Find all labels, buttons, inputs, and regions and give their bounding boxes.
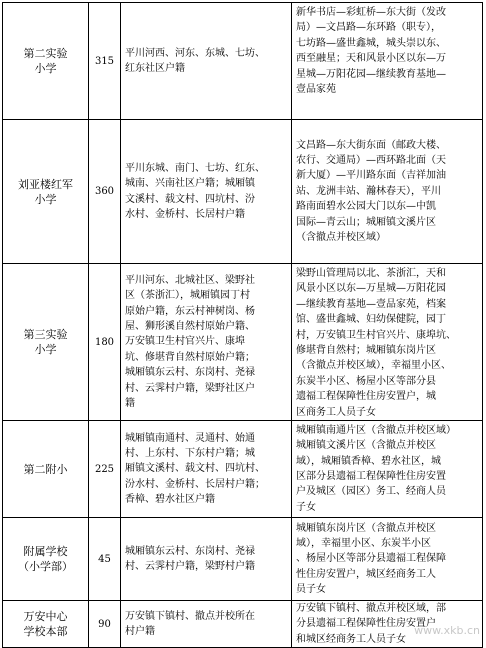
enrollment-count: 315 — [89, 3, 121, 120]
hukou-line: 村、上东村、下东村户籍；城 — [125, 446, 289, 461]
school-name-line: 刘亚楼红军 — [3, 177, 88, 192]
area-line: 风景小区以东—万星城—万阳花园 — [296, 281, 480, 296]
hukou-line: 文溪村、载文村、四坑村、汾 — [125, 192, 289, 207]
area-line: 路南面碧水公园大门以东—中凯 — [296, 199, 480, 214]
school-name-line: 第二实验 — [3, 46, 88, 61]
hukou-line: 籍 — [125, 396, 289, 411]
school-name-cell — [3, 3, 89, 120]
hukou-line: 平川河西、河东、东城、七坊、 — [125, 46, 289, 61]
area-line: 修堪背自然村；城厢镇东岗片区 — [296, 343, 480, 358]
school-district-cell — [292, 120, 483, 264]
school-name-cell — [3, 421, 89, 518]
area-line: 子女 — [296, 500, 480, 515]
household-registration-cell — [121, 601, 292, 648]
school-name-cell — [3, 120, 89, 264]
hukou-line: 村、云霁村户籍，梁野社区户 — [125, 381, 289, 396]
area-line: 国际—青云山；城厢镇文溪片区 — [296, 215, 480, 230]
table-row — [3, 120, 483, 264]
area-line: 新大厦）—平川路东面（吉祥加油 — [296, 168, 480, 183]
school-name-line: 第二附小 — [3, 462, 88, 477]
hukou-line: 平川东城、南门、七坊、红东、 — [125, 161, 289, 176]
table-row — [3, 421, 483, 518]
area-line: 东炭半小区、杨屋小区等部分县 — [296, 374, 480, 389]
hukou-line: 村、云霁村户籍，梁野村户籍 — [125, 559, 289, 574]
hukou-line: 坑、修堪背自然村原始户籍； — [125, 350, 289, 365]
enrollment-table — [2, 2, 483, 648]
area-line: （含撤点并校区域） — [296, 230, 480, 245]
area-line: 户及城区（园区）务工、经商人员 — [296, 484, 480, 499]
area-line: 万安镇下镇村、撤点并校区域，部 — [296, 601, 480, 616]
area-line: 星城—万阳花园—继续教育基地— — [296, 67, 480, 82]
area-line: 、杨屋小区等部分县遗福工程保障 — [296, 551, 480, 566]
school-name-line: 附属学校 — [3, 544, 88, 559]
household-registration-cell — [121, 120, 292, 264]
area-line: 馆、盛世鑫城、妇幼保健院，园丁 — [296, 312, 480, 327]
area-line: 新华书店—彩虹桥—东大街（发改 — [296, 5, 480, 20]
area-line: 区商务工人员子女 — [296, 405, 480, 420]
hukou-line: 原始户籍，东云村神树岗、杨 — [125, 304, 289, 319]
school-name-line: 第三实验 — [3, 327, 88, 342]
school-district-cell — [292, 3, 483, 120]
school-name-cell — [3, 518, 89, 601]
household-registration-cell — [121, 264, 292, 421]
school-name-line: 万安中心 — [3, 609, 88, 624]
hukou-line: 城厢镇南通村、灵通村、始通 — [125, 431, 289, 446]
school-district-cell — [292, 518, 483, 601]
enrollment-count: 90 — [89, 601, 121, 648]
enrollment-count: 225 — [89, 421, 121, 518]
area-line: 区部分县遗福工程保障性住房安置 — [296, 469, 480, 484]
school-name-cell — [3, 264, 89, 421]
hukou-line: 厢镇文溪村、载文村、四坑村、 — [125, 461, 289, 476]
area-line: 和城区经商务工人员子女 — [296, 632, 480, 647]
table-row — [3, 518, 483, 601]
site-watermark: www.xkb.cn — [400, 624, 480, 641]
hukou-line: 村户籍 — [125, 624, 289, 639]
table-row — [3, 3, 483, 120]
household-registration-cell — [121, 421, 292, 518]
school-district-cell — [292, 421, 483, 518]
area-line: 遗福工程保障性住房安置户，城 — [296, 389, 480, 404]
area-line: 农行、交通局）—西环路北面（天 — [296, 153, 480, 168]
enrollment-count: 45 — [89, 518, 121, 601]
area-line: 站、龙洲丰站、瀚林春天），平川 — [296, 184, 480, 199]
area-line: 域），城厢镇香樟、碧水社区，城 — [296, 454, 480, 469]
hukou-line: 香樟、碧水社区户籍 — [125, 492, 289, 507]
hukou-line: 平川河东、北城社区、梁野社 — [125, 273, 289, 288]
school-name-line: 小学 — [3, 342, 88, 357]
hukou-line: 屋、狮形溪自然村原始户籍、 — [125, 319, 289, 334]
school-name-line: 小学 — [3, 192, 88, 207]
area-line: 七坊路—盛世鑫城，城头崇以东、 — [296, 36, 480, 51]
hukou-line: 红东社区户籍 — [125, 61, 289, 76]
school-name-line: 学校本部 — [3, 624, 88, 639]
area-line: 员子女 — [296, 582, 480, 597]
area-line: 城厢镇南通片区（含撤点并校区域） — [296, 423, 480, 438]
area-line: —继续教育基地—壹品家苑，档案 — [296, 297, 480, 312]
hukou-line: 区（茶浙汇），城厢镇园丁村 — [125, 288, 289, 303]
school-district-cell — [292, 264, 483, 421]
area-line: （含撤点并校区域），幸福里小区、 — [296, 358, 480, 373]
area-line: 西至融星；天和风景小区以东—万 — [296, 51, 480, 66]
school-name-line: 小学 — [3, 61, 88, 76]
hukou-line: 城厢镇东云村、东岗村、尧禄 — [125, 365, 289, 380]
area-line: 村，万安镇卫生村官兴片、康埠坑、 — [296, 328, 480, 343]
area-line: 文昌路—东大街东面（邮政大楼、 — [296, 138, 480, 153]
area-line: 梁野山管理局以北、茶浙汇，天和 — [296, 266, 480, 281]
area-line: 局）—文昌路—东环路（职专）， — [296, 20, 480, 35]
enrollment-count: 180 — [89, 264, 121, 421]
hukou-line: 城南、兴南社区户籍；城厢镇 — [125, 176, 289, 191]
household-registration-cell — [121, 3, 292, 120]
area-line: 域），幸福里小区、东炭半小区 — [296, 536, 480, 551]
area-line: 城厢镇东岗片区（含撤点并校区 — [296, 521, 480, 536]
hukou-line: 城厢镇东云村、东岗村、尧禄 — [125, 544, 289, 559]
area-line: 壹品家苑 — [296, 82, 480, 97]
hukou-line: 汾水村、金桥村、长居村户籍； — [125, 477, 289, 492]
enrollment-count: 360 — [89, 120, 121, 264]
area-line: 分县遗福工程保障性住房安置户 — [296, 616, 480, 631]
hukou-line: 水村、金桥村、长居村户籍 — [125, 207, 289, 222]
school-name-cell — [3, 601, 89, 648]
area-line: 城厢镇文溪片区（含撤点并校区 — [296, 438, 480, 453]
hukou-line: 万安镇卫生村官兴片、康埠 — [125, 334, 289, 349]
household-registration-cell — [121, 518, 292, 601]
area-line: 性住房安置户，城区经商务工人 — [296, 567, 480, 582]
hukou-line: 万安镇下镇村、撤点并校所在 — [125, 609, 289, 624]
table-row — [3, 264, 483, 421]
school-name-line: （小学部） — [3, 559, 88, 574]
